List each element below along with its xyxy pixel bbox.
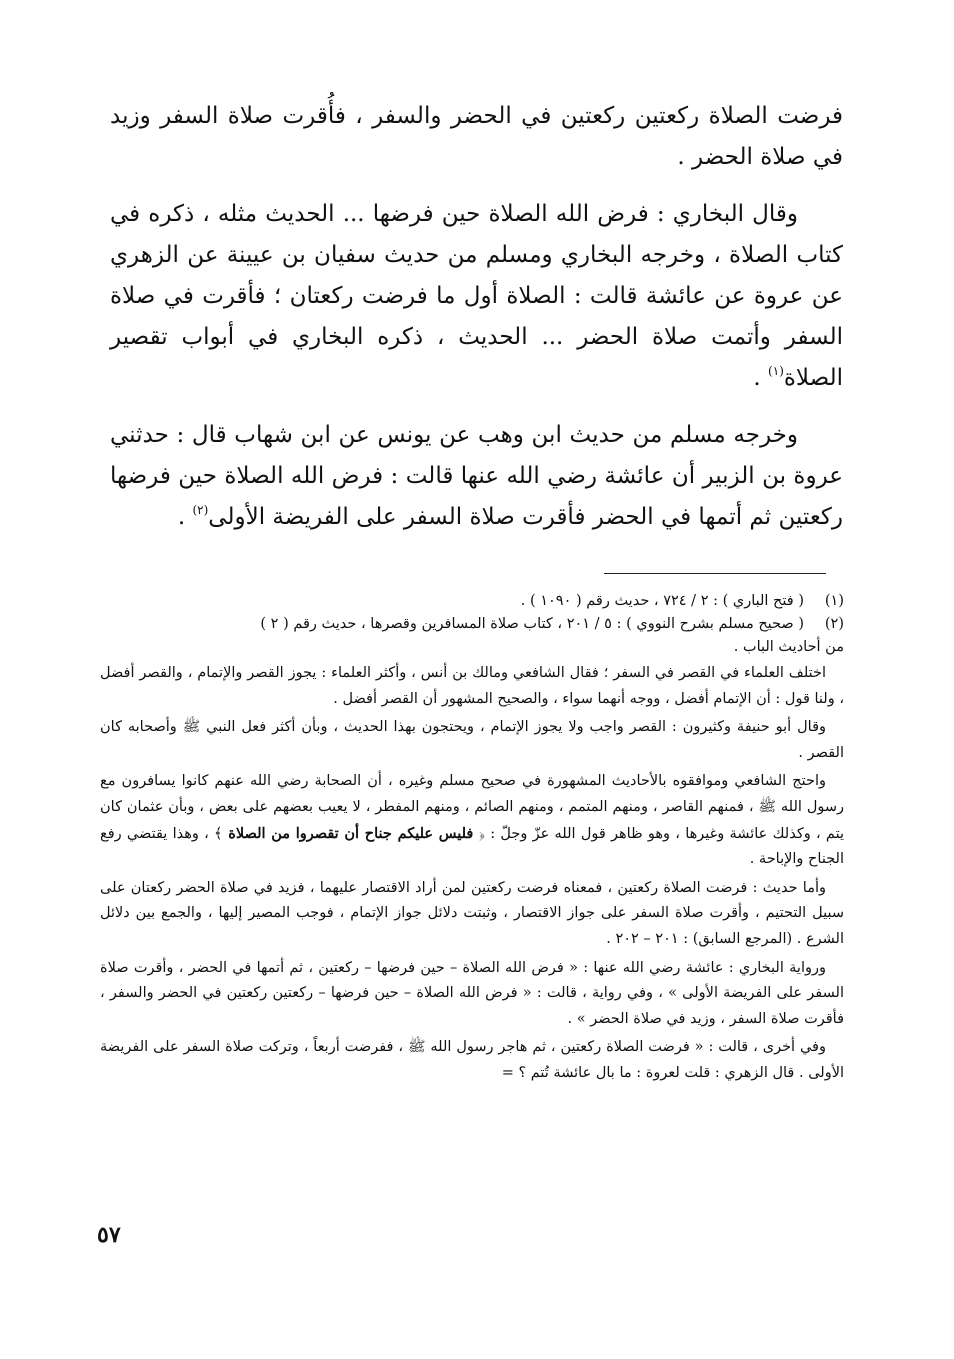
paragraph-3-text: وخرجه مسلم من حديث ابن وهب عن يونس عن ابن شهاب قال : حدثني عروة بن الزبير أن عائشة رضي الله عنها قالت : فرض الله الصلاة حين فرضها ركعتين ثم أتمها في الحضر فأقرت صلاة السفر على الفريضة الأولى <box>110 422 843 530</box>
main-text <box>110 96 843 554</box>
commentary-3-after: ﴾ ، وهذا يقتضي رفع الجناح والإباحة . <box>100 825 844 868</box>
paragraph-3-end: . <box>177 504 193 530</box>
commentary-4: وأما حديث : فرضت الصلاة ركعتين ، فمعناه فرضت ركعتين لمن أراد الاقتصار عليهما ، فزيد في صلاة الحضر ركعتان على سبيل التحتيم ، وأقرت صلاة السفر على جواز الاقتصار ، وثبتت دلائل جواز الإتمام ، فوجب المصير إليها ، والجمع بين دلائل الشرع . (المرجع السابق) : ٢٠١ – ٢٠٢ . <box>100 879 844 947</box>
commentary-6: وفي أخرى ، قالت : « فرضت الصلاة ركعتين ، ثم هاجر رسول الله ﷺ ، ففرضت أربعاً ، وتركت صلاة السفر على الفريضة الأولى . قال الزهري : قلت لعروة : ما بال عائشة تُتم ؟ = <box>100 1039 844 1081</box>
quran-verse: فليس عليكم جناح أن تقصروا من الصلاة <box>222 824 480 842</box>
footnote-2-number: (٢) <box>824 616 844 632</box>
commentary-1: اختلف العلماء في القصر في السفر ؛ فقال الشافعي ومالك بن أنس ، وأكثر العلماء : يجوز القصر والإتمام ، والقصر أفضل ، ولنا قول : أن الإتمام أفضل ، ووجه أنهما سواء ، والصحيح المشهور أن القصر أفضل . <box>100 665 844 707</box>
paragraph-2 <box>110 194 843 399</box>
commentary-5: ورواية البخاري : عائشة رضي الله عنها : « فرض الله الصلاة – حين فرضها – ركعتين ، ثم أتمها في الحضر ، وأقرت صلاة السفر على الفريضة الأولى » ، وفي رواية ، قالت : « فرض الله الصلاة – حين فرضها – ركعتين ركعتين في الحضر والسفر ، فأقرت صلاة السفر ، وزيد في صلاة الحضر » . <box>100 959 844 1027</box>
footnote-2-continuation: من أحاديث الباب . <box>733 639 844 655</box>
footnotes-section <box>100 590 844 1090</box>
commentary-3 <box>100 769 844 872</box>
footnote-1 <box>100 590 844 613</box>
commentary-2: وقال أبو حنيفة وكثيرون : القصر واجب ولا يجوز الإتمام ، ويحتجون بهذا الحديث ، وبأن أكثر فعل النبي ﷺ وأصحابه كان القصر . <box>100 719 844 761</box>
page-number: ٥٧ <box>97 1222 121 1248</box>
paragraph-3 <box>110 415 843 538</box>
footnote-2 <box>100 613 844 636</box>
paragraph-2-end: . <box>753 365 769 391</box>
paragraph-1: فرضت الصلاة ركعتين ركعتين في الحضر والسفر ، فأُقرت صلاة السفر وزيد في صلاة الحضر . <box>110 103 843 170</box>
commentary-3-before: واحتج الشافعي وموافقوه بالأحاديث المشهورة في صحيح مسلم وغيره ، أن الصحابة رضي الله عنهم كانوا يسافرون مع رسول الله ﷺ ، فمنهم القاصر ، ومنهم المتمم ، ومنهم الصائم ، ومنهم المفطر ، لا يعيب بعضهم على بعض ، وبأن عثمان كان يتم ، وكذلك عائشة وغيرها ، وهو ظاهر قول الله عزّ وجلّ : ﴿ <box>100 773 844 842</box>
footnote-1-text: ( فتح الباري ) : ٢ / ٧٢٤ ، حديث رقم ( ١٠٩٠ ) . <box>520 593 804 609</box>
paragraph-2-text: وقال البخاري : فرض الله الصلاة حين فرضها ... الحديث مثله ، ذكره في كتاب الصلاة ، وخرجه البخاري ومسلم من حديث سفيان بن عيينة عن الزهري عن عروة عن عائشة قالت : الصلاة أول ما فرضت ركعتان ؛ فأقرت في صلاة السفر وأتمت صلاة الحضر ... الحديث ، ذكره البخاري في أبواب تقصير الصلاة <box>110 201 843 391</box>
footnote-divider <box>604 573 826 574</box>
footnote-2-text: ( صحيح مسلم بشرح النووي ) : ٥ / ٢٠١ ، كتاب صلاة المسافرين وقصرها ، حديث رقم ( ٢ ) <box>260 616 804 632</box>
footnote-ref-1: (١) <box>768 364 784 378</box>
footnote-commentary <box>100 661 844 1087</box>
footnote-ref-2: (٢) <box>192 503 209 517</box>
footnote-1-number: (١) <box>824 593 844 609</box>
